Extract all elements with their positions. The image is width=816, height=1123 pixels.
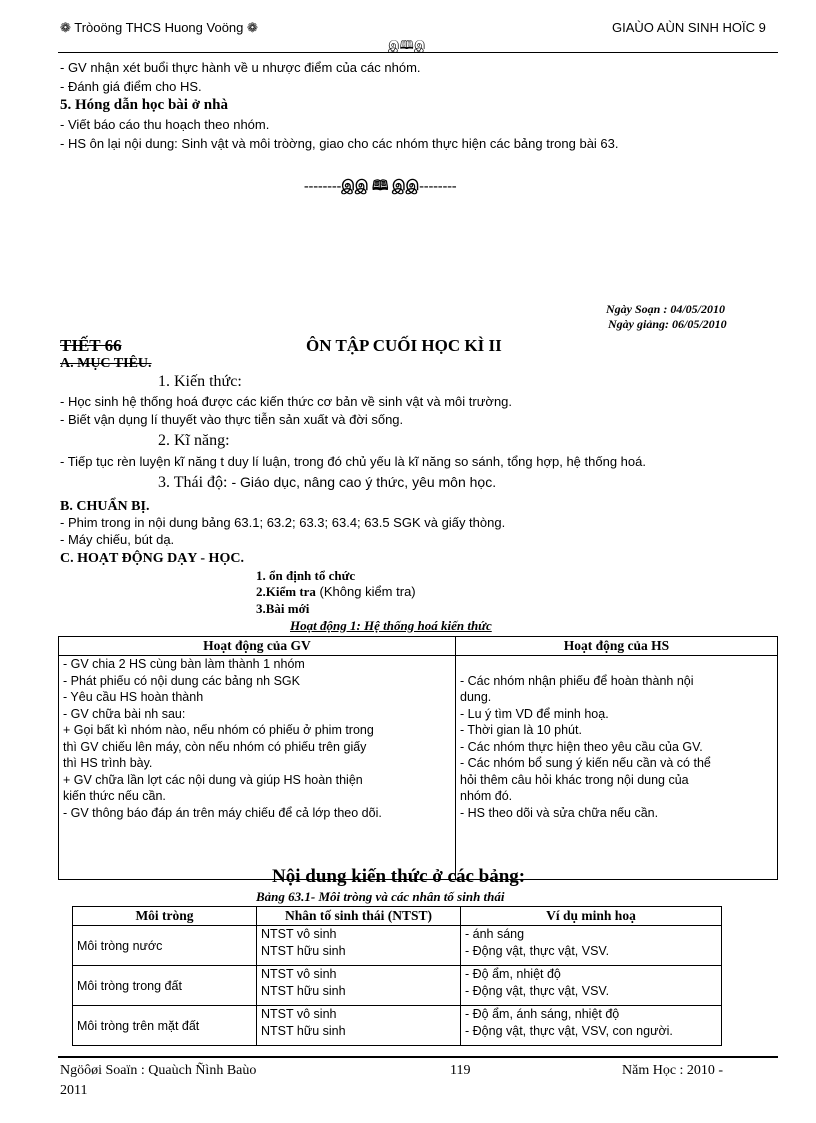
hs-line: - Các nhóm nhận phiếu để hoàn thành nội bbox=[460, 673, 694, 688]
lesson-number: TIẾT 66 bbox=[60, 336, 122, 355]
text-line: - Tiếp tục rèn luyện kĩ năng t duy lí luận, trong đó chủ yếu là kĩ năng so sánh, tổng hợp, hệ thống hoá. bbox=[60, 454, 646, 469]
activity-gv-cell bbox=[59, 656, 456, 880]
step-2 bbox=[256, 584, 416, 600]
vd-cell bbox=[461, 966, 722, 1006]
vd-line: - Độ ẩm, ánh sáng, nhiệt độ bbox=[465, 1007, 620, 1021]
ntst-cell bbox=[257, 1006, 461, 1046]
header-school: ❁ Tròoöng THCS Huong Voöng ❁ bbox=[60, 20, 258, 35]
env-cell: Môi tròng trong đất bbox=[73, 966, 257, 1006]
vd-line: - Động vật, thực vật, VSV. bbox=[465, 943, 610, 958]
hs-line: - Lu ý tìm VD để minh hoạ. bbox=[460, 706, 609, 721]
section-b-heading: B. CHUẨN BỊ. bbox=[60, 499, 150, 514]
ntst-line: NTST hữu sinh bbox=[261, 943, 346, 958]
subheading-attitude bbox=[158, 474, 496, 492]
footer-author: Ngöôøi Soaïn : Quaùch Ñình Baùo bbox=[60, 1063, 257, 1078]
ntst-line: NTST vô sinh bbox=[261, 927, 337, 941]
subheading-attitude-label: 3. Thái độ: bbox=[158, 474, 228, 491]
ntst-line: NTST hữu sinh bbox=[261, 1023, 346, 1038]
date-giang: Ngày giảng: 06/05/2010 bbox=[608, 317, 727, 331]
header-subject: GIAÙO AÙN SINH HOÏC 9 bbox=[612, 20, 766, 35]
env-cell: Môi tròng trên mặt đất bbox=[73, 1006, 257, 1046]
env-cell: Môi tròng nước bbox=[73, 926, 257, 966]
table-caption: Bảng 63.1- Môi tròng và các nhân tố sinh thái bbox=[256, 889, 505, 904]
ntst-line: NTST vô sinh bbox=[261, 967, 337, 981]
hs-line: dung. bbox=[460, 690, 492, 704]
hs-line: - Các nhóm bổ sung ý kiến nếu cần và có thể bbox=[460, 756, 711, 770]
hs-line: - Thời gian là 10 phút. bbox=[460, 723, 582, 737]
footer-year-end: 2011 bbox=[60, 1083, 88, 1098]
hs-line: nhóm đó. bbox=[460, 789, 513, 803]
footer-page-number: 119 bbox=[450, 1063, 471, 1078]
ntst-cell bbox=[257, 926, 461, 966]
ntst-line: NTST vô sinh bbox=[261, 1007, 337, 1021]
text-line: - Viết báo cáo thu hoạch theo nhóm. bbox=[60, 117, 270, 132]
gv-line: - Phát phiếu có nội dung các bảng nh SGK bbox=[63, 673, 300, 688]
text-line: - Máy chiếu, bút dạ. bbox=[60, 532, 175, 547]
activity-title: Hoạt động 1: Hệ thống hoá kiến thức bbox=[290, 618, 492, 633]
gv-line: thì HS trình bày. bbox=[63, 756, 153, 770]
step-1: 1. ổn định tổ chức bbox=[256, 568, 356, 583]
footer-rule bbox=[58, 1056, 778, 1058]
ntst-cell bbox=[257, 966, 461, 1006]
activity-header-gv: Hoạt động của GV bbox=[59, 637, 456, 656]
date-soan: Ngày Soạn : 04/05/2010 bbox=[606, 302, 726, 316]
text-line: - Đánh giá điểm cho HS. bbox=[60, 79, 202, 94]
vd-line: - Động vật, thực vật, VSV. bbox=[465, 983, 610, 998]
gv-line: + Gọi bất kì nhóm nào, nếu nhóm có phiếu ở phim trong bbox=[63, 723, 374, 737]
hs-line: - Các nhóm thực hiện theo yêu cầu của GV. bbox=[460, 739, 703, 754]
vd-cell bbox=[461, 1006, 722, 1046]
step-3: 3.Bài mới bbox=[256, 601, 310, 616]
gv-line: - GV thông báo đáp án trên máy chiếu để cả lớp theo dõi. bbox=[63, 805, 382, 820]
gv-line: kiến thức nếu cần. bbox=[63, 789, 166, 803]
gv-line: - GV chữa bài nh sau: bbox=[63, 706, 186, 721]
section-c-heading: C. HOẠT ĐỘNG DẠY - HỌC. bbox=[60, 551, 244, 566]
heading-text: Hóng dẫn học bài ở nhà bbox=[75, 97, 228, 113]
subheading-knowledge: 1. Kiến thức: bbox=[158, 373, 242, 390]
text-line: - Biết vận dụng lí thuyết vào thực tiễn sản xuất và đời sống. bbox=[60, 412, 404, 427]
attitude-text: - Giáo dục, nâng cao ý thức, yêu môn học. bbox=[231, 474, 497, 490]
heading-number: 5. bbox=[60, 97, 72, 113]
activity-hs-cell bbox=[456, 656, 778, 880]
text-line: - Học sinh hệ thống hoá được các kiến thức cơ bản về sinh vật và môi trường. bbox=[60, 394, 513, 409]
vd-line: - ánh sáng bbox=[465, 927, 525, 941]
gv-line: thì GV chiếu lên máy, còn nếu nhóm có phiếu trên giấy bbox=[63, 739, 367, 754]
env-header-vd: Ví dụ minh hoạ bbox=[461, 907, 722, 926]
step-2-label: 2.Kiểm tra bbox=[256, 584, 316, 599]
activity-header-hs: Hoạt động của HS bbox=[456, 637, 778, 656]
subheading-skills: 2. Kĩ năng: bbox=[158, 432, 230, 449]
vd-cell bbox=[461, 926, 722, 966]
env-header-env: Môi tròng bbox=[73, 907, 257, 926]
gv-line: + GV chữa lần lợt các nội dung và giúp HS hoàn thiện bbox=[63, 772, 363, 787]
lesson-title: ÔN TẬP CUỐI HỌC KÌ II bbox=[306, 336, 502, 355]
hs-line: hỏi thêm câu hỏi khác trong nội dung của bbox=[460, 772, 689, 787]
text-line: - GV nhận xét buổi thực hành về u nhược điểm của các nhóm. bbox=[60, 60, 421, 75]
divider-ornament: --------இஇ 🕮 இஇ-------- bbox=[304, 179, 457, 194]
env-table bbox=[72, 906, 722, 1046]
header-ornament: இ🕮இ bbox=[388, 38, 426, 52]
vd-line: - Động vật, thực vật, VSV, con người. bbox=[465, 1023, 673, 1038]
activity-table bbox=[58, 636, 778, 880]
knowledge-title: Nội dung kiến thức ở các bảng: bbox=[272, 866, 526, 887]
step-2-note: (Không kiểm tra) bbox=[315, 584, 416, 599]
vd-line: - Độ ẩm, nhiệt độ bbox=[465, 967, 561, 981]
section-heading-5 bbox=[60, 97, 228, 114]
text-line: - HS ôn lại nội dung: Sinh vật và môi tròờng, giao cho các nhóm thực hiện các bảng trong bài 63. bbox=[60, 136, 619, 151]
env-header-ntst: Nhân tố sinh thái (NTST) bbox=[257, 907, 461, 926]
gv-line: - GV chia 2 HS cùng bàn làm thành 1 nhóm bbox=[63, 657, 305, 671]
hs-line bbox=[460, 656, 773, 673]
header-rule bbox=[58, 52, 778, 53]
gv-line: - Yêu cầu HS hoàn thành bbox=[63, 690, 204, 704]
text-line: - Phim trong in nội dung bảng 63.1; 63.2; 63.3; 63.4; 63.5 SGK và giấy thòng. bbox=[60, 515, 506, 530]
section-a-heading: A. MỤC TIÊU. bbox=[60, 356, 152, 371]
footer-school-year: Năm Học : 2010 - bbox=[622, 1063, 724, 1078]
hs-line: - HS theo dõi và sửa chữa nếu cần. bbox=[460, 805, 659, 820]
ntst-line: NTST hữu sinh bbox=[261, 983, 346, 998]
